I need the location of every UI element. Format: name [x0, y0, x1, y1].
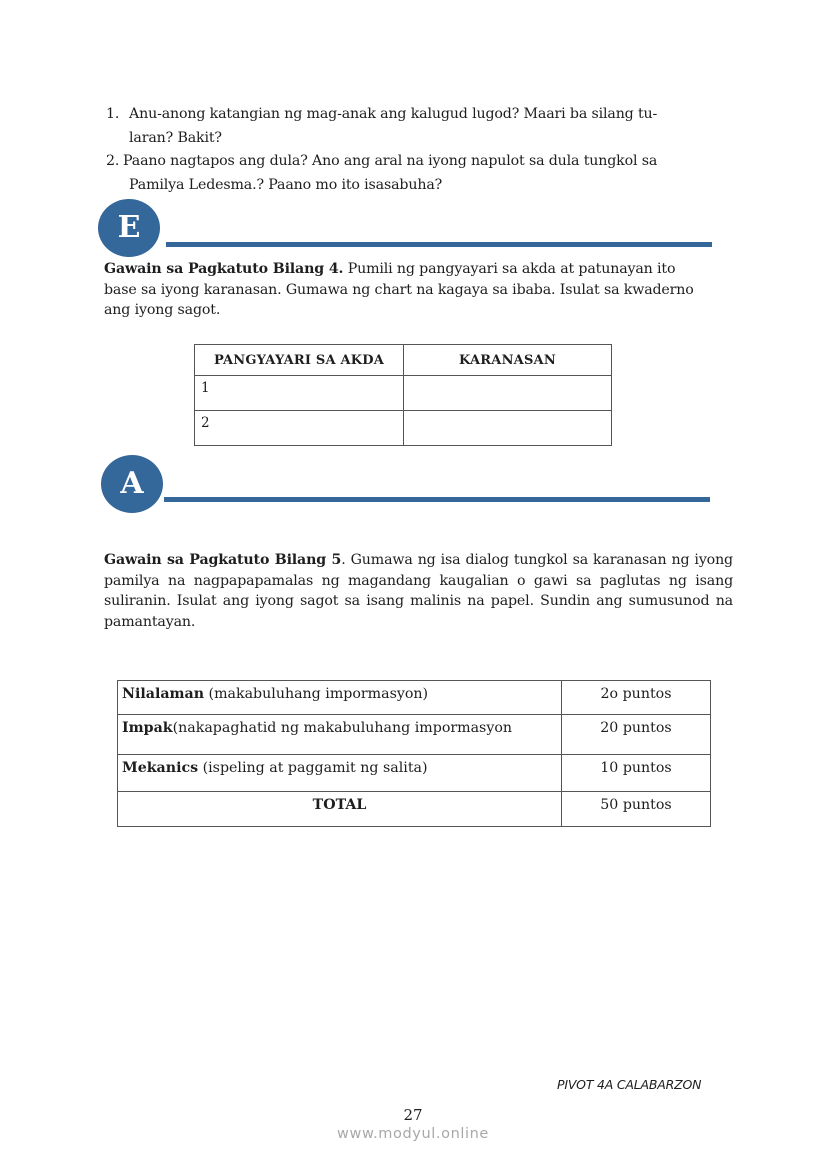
reflection-questions: [106, 103, 716, 197]
question-text-line: Pamilya Ledesma.? Paano mo ito isasabuha?: [129, 176, 443, 193]
question-item: [106, 150, 716, 197]
question-number: 2.: [106, 153, 120, 169]
criterion-cell: [118, 755, 562, 792]
column-header-event: PANGYAYARI SA AKDA: [195, 345, 404, 376]
table-row: [118, 755, 711, 792]
points-cell: 10 puntos: [562, 755, 711, 792]
criterion-cell: [118, 715, 562, 755]
criterion-description: (ispeling at paggamit ng salita): [198, 760, 428, 776]
activity-5-title: Gawain sa Pagkatuto Bilang 5: [104, 552, 342, 568]
page-number: 27: [403, 1106, 423, 1124]
points-cell: 20 puntos: [562, 715, 711, 755]
question-text-line: laran? Bakit?: [129, 129, 222, 146]
table-cell: 2: [195, 411, 404, 446]
activity-5-instructions: [104, 550, 733, 633]
activity-5-text: . Gumawa ng isa dialog tungkol sa karanasan ng iyong pamilya na nagpapapamalas ng magandang kaugalian o gawi sa paglutas ng isang suliranin. Isulat ang iyong sagot sa isang malinis na papel. Sundin ang sumusunod na pamantayan.: [104, 552, 733, 631]
criterion-name: Nilalaman: [122, 686, 205, 702]
section-e-rule: [166, 242, 712, 247]
activity-4-title: Gawain sa Pagkatuto Bilang 4.: [104, 261, 344, 277]
table-row: [118, 681, 711, 715]
footer-brand: PIVOT 4A CALABARZON: [557, 1077, 702, 1092]
activity-4-instructions: [104, 259, 704, 321]
section-a-letter: A: [120, 466, 144, 501]
criterion-cell: [118, 681, 562, 715]
watermark-link[interactable]: www.modyul.online: [337, 1126, 489, 1142]
criterion-name: Mekanics: [122, 760, 199, 776]
events-experience-table: [194, 344, 612, 446]
total-label: TOTAL: [118, 792, 562, 827]
table-cell: [404, 376, 612, 411]
column-header-experience: KARANASAN: [404, 345, 612, 376]
section-e-badge-icon: [98, 199, 160, 257]
question-number: 1.: [106, 106, 120, 122]
criterion-name: Impak: [122, 720, 173, 736]
table-cell: 1: [195, 376, 404, 411]
table-row: [195, 376, 612, 411]
table-header-row: [195, 345, 612, 376]
points-cell: 2o puntos: [562, 681, 711, 715]
criterion-description: (nakapaghatid ng makabuluhang impormasyon: [172, 720, 513, 736]
section-a-rule: [164, 497, 710, 502]
question-item: [106, 103, 716, 150]
total-row: [118, 792, 711, 827]
rubric-table: [117, 680, 711, 827]
question-text-line: Anu-anong katangian ng mag-anak ang kalugud lugod? Maari ba silang tu-: [129, 106, 658, 122]
activity-4-text: Pumili ng pangyayari sa akda at patunayan ito base sa iyong karanasan. Gumawa ng chart na kagaya sa ibaba. Isulat sa kwaderno ang iyong sagot.: [104, 261, 694, 319]
table-cell: [404, 411, 612, 446]
section-e-letter: E: [117, 210, 141, 245]
criterion-description: (makabuluhang impormasyon): [204, 686, 429, 702]
section-a-badge-icon: [101, 455, 163, 513]
question-text-line: Paano nagtapos ang dula? Ano ang aral na iyong napulot sa dula tungkol sa: [123, 153, 658, 169]
table-row: [118, 715, 711, 755]
table-row: [195, 411, 612, 446]
total-points: 50 puntos: [562, 792, 711, 827]
